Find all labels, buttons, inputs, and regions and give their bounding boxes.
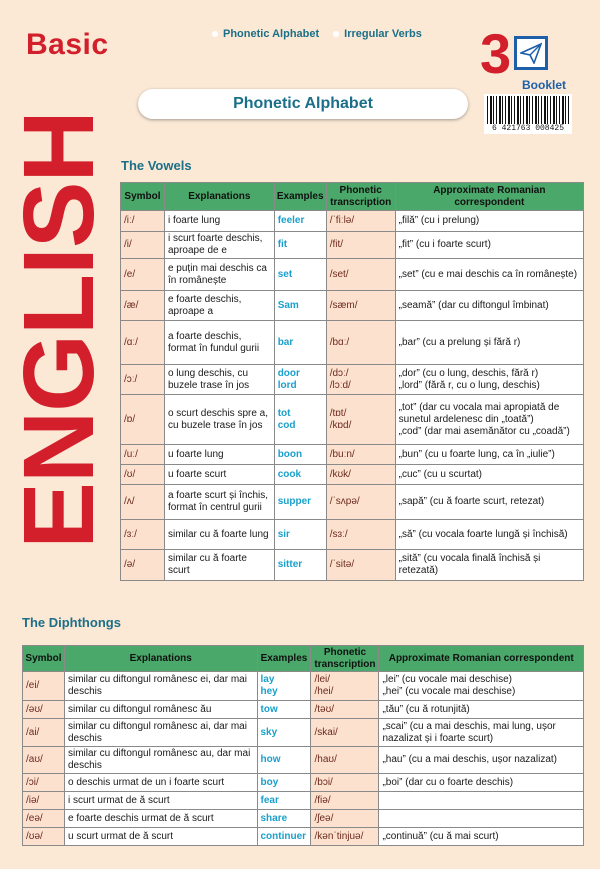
page-title: Phonetic Alphabet [138, 89, 468, 119]
cell-example: how [257, 747, 311, 774]
basic-title: Basic [26, 28, 109, 61]
english-vertical-title: ENGLISH [3, 110, 115, 549]
cell-example: fit [274, 232, 326, 259]
cell-symbol: /ʌ/ [121, 485, 165, 520]
cell-explanation: i scurt foarte deschis, aproape de e [164, 232, 274, 259]
column-header: Phonetic transcription [311, 646, 379, 672]
cell-explanation: a foarte scurt și închis, format în centrul gurii [164, 485, 274, 520]
cell-transcription: /ʃeə/ [311, 810, 379, 828]
cell-transcription: /bɔi/ [311, 774, 379, 792]
table-row [23, 828, 584, 846]
table-row [23, 672, 584, 701]
cell-romanian: „set” (cu e mai deschis ca în românește) [395, 259, 583, 291]
cell-transcription: /sɜː/ [326, 520, 395, 550]
cell-symbol: /ɒ/ [121, 395, 165, 445]
cell-explanation: i scurt urmat de ă scurt [64, 792, 257, 810]
booklet-badge [478, 22, 570, 94]
cell-symbol: /uː/ [121, 445, 165, 465]
cell-romanian: „bun” (cu u foarte lung, ca în „iulie”) [395, 445, 583, 465]
cell-example: sky [257, 719, 311, 747]
cell-romanian: „bar” (cu a prelung și fără r) [395, 321, 583, 365]
table-row [121, 259, 584, 291]
english-vertical-wrap [3, 92, 115, 567]
cell-romanian: „scai” (cu a mai deschis, mai lung, ușor nazalizat și i foarte scurt) [379, 719, 584, 747]
nav-item-irregular[interactable]: Irregular Verbs [333, 28, 422, 40]
column-header: Examples [274, 183, 326, 211]
cell-transcription: /fiə/ [311, 792, 379, 810]
cell-symbol: /eə/ [23, 810, 65, 828]
cell-example: share [257, 810, 311, 828]
cell-transcription: /fit/ [326, 232, 395, 259]
column-header: Approximate Romanian correspondent [395, 183, 583, 211]
table-row [121, 395, 584, 445]
cell-example: sitter [274, 550, 326, 581]
cell-transcription: /set/ [326, 259, 395, 291]
bullet-icon [333, 31, 339, 37]
nav-item-phonetic[interactable]: Phonetic Alphabet [212, 28, 319, 40]
table-row [121, 291, 584, 321]
column-header: Phonetic transcription [326, 183, 395, 211]
vowels-section-title: The Vowels [121, 158, 192, 173]
cell-explanation: u foarte scurt [164, 465, 274, 485]
cell-example: continuer [257, 828, 311, 846]
cell-transcription: /sæm/ [326, 291, 395, 321]
cell-example: boy [257, 774, 311, 792]
cell-explanation: similar cu ă foarte lung [164, 520, 274, 550]
cell-example: Sam [274, 291, 326, 321]
cell-symbol: /iː/ [121, 211, 165, 232]
table-row [121, 321, 584, 365]
cell-explanation: similar cu ă foarte scurt [164, 550, 274, 581]
table-row [23, 810, 584, 828]
barcode-bars [487, 96, 569, 124]
cell-symbol: /i/ [121, 232, 165, 259]
cell-explanation: e foarte deschis, aproape a [164, 291, 274, 321]
cell-romanian: „sapă” (cu ă foarte scurt, retezat) [395, 485, 583, 520]
cell-romanian: „hau” (cu a mai deschis, ușor nazalizat) [379, 747, 584, 774]
cell-explanation: u foarte lung [164, 445, 274, 465]
cell-symbol: /əʊ/ [23, 701, 65, 719]
table-row [121, 365, 584, 395]
cell-symbol: /iə/ [23, 792, 65, 810]
cell-romanian: „cuc” (cu u scurtat) [395, 465, 583, 485]
table-row [121, 211, 584, 232]
cell-symbol: /ɔi/ [23, 774, 65, 792]
cell-symbol: /æ/ [121, 291, 165, 321]
cell-explanation: i foarte lung [164, 211, 274, 232]
vowels-header-row [121, 183, 584, 211]
top-nav [212, 28, 422, 40]
cell-romanian: „fit” (cu i foarte scurt) [395, 232, 583, 259]
column-header: Examples [257, 646, 311, 672]
cell-example: sir [274, 520, 326, 550]
cell-example: tot cod [274, 395, 326, 445]
table-row [121, 550, 584, 581]
bullet-icon [212, 31, 218, 37]
cell-transcription: /buːn/ [326, 445, 395, 465]
cell-symbol: /ɜː/ [121, 520, 165, 550]
table-row [23, 701, 584, 719]
cell-symbol: /ɑː/ [121, 321, 165, 365]
cell-example: bar [274, 321, 326, 365]
cell-example: supper [274, 485, 326, 520]
cell-symbol: /e/ [121, 259, 165, 291]
cell-transcription: /kənˈtinjuə/ [311, 828, 379, 846]
diphthongs-table [22, 645, 584, 846]
vowels-table [120, 182, 584, 581]
cell-explanation: similar cu diftongul românesc ei, dar mai deschis [64, 672, 257, 701]
column-header: Explanations [64, 646, 257, 672]
cell-example: fear [257, 792, 311, 810]
cell-symbol: /ʊə/ [23, 828, 65, 846]
cell-transcription: /skai/ [311, 719, 379, 747]
cell-explanation: u scurt urmat de ă scurt [64, 828, 257, 846]
cell-example: door lord [274, 365, 326, 395]
cell-transcription: /kʊk/ [326, 465, 395, 485]
cell-explanation: similar cu diftongul românesc ai, dar mai deschis [64, 719, 257, 747]
cell-example: boon [274, 445, 326, 465]
table-row [23, 774, 584, 792]
cell-romanian [379, 810, 584, 828]
cell-explanation: similar cu diftongul românesc au, dar mai deschis [64, 747, 257, 774]
column-header: Explanations [164, 183, 274, 211]
cell-romanian: „boi” (dar cu o foarte deschis) [379, 774, 584, 792]
cell-transcription: /lei/ /hei/ [311, 672, 379, 701]
booklet-label: Booklet [522, 78, 567, 92]
cell-romanian: „sită” (cu vocala finală închisă și retezată) [395, 550, 583, 581]
cell-symbol: /ei/ [23, 672, 65, 701]
cell-romanian: „seamă” (dar cu diftongul îmbinat) [395, 291, 583, 321]
cell-example: cook [274, 465, 326, 485]
diphthongs-section-title: The Diphthongs [22, 615, 121, 630]
cell-symbol: /ɔː/ [121, 365, 165, 395]
cell-romanian: „tău” (cu ă rotunjită) [379, 701, 584, 719]
cell-symbol: /ə/ [121, 550, 165, 581]
cell-explanation: o deschis urmat de un i foarte scurt [64, 774, 257, 792]
table-row [121, 465, 584, 485]
cell-example: set [274, 259, 326, 291]
cell-transcription: /haʊ/ [311, 747, 379, 774]
paper-plane-icon [514, 36, 548, 70]
table-row [121, 445, 584, 465]
cell-romanian: „lei” (cu vocale mai deschise) „hei” (cu vocale mai deschise) [379, 672, 584, 701]
table-row [121, 232, 584, 259]
cell-romanian: „filă” (cu i prelung) [395, 211, 583, 232]
cell-example: lay hey [257, 672, 311, 701]
cell-transcription: /dɔː/ /lɔːd/ [326, 365, 395, 395]
table-row [23, 719, 584, 747]
column-header: Approximate Romanian correspondent [379, 646, 584, 672]
cell-explanation: o scurt deschis spre a, cu buzele trase în jos [164, 395, 274, 445]
cell-explanation: similar cu diftongul românesc ău [64, 701, 257, 719]
cell-explanation: a foarte deschis, format în fundul gurii [164, 321, 274, 365]
cell-symbol: /ʊ/ [121, 465, 165, 485]
diphthongs-header-row [23, 646, 584, 672]
booklet-number: 3 [480, 22, 512, 85]
table-row [121, 485, 584, 520]
cell-romanian [379, 792, 584, 810]
cell-transcription: /bɑː/ [326, 321, 395, 365]
cell-transcription: /ˈfiːlə/ [326, 211, 395, 232]
table-row [121, 520, 584, 550]
column-header: Symbol [121, 183, 165, 211]
cell-romanian: „tot” (dar cu vocala mai apropiată de sunetul ardelenesc din „toată”) „cod” (dar mai asemănător cu „coadă”) [395, 395, 583, 445]
table-row [23, 792, 584, 810]
cell-romanian: „dor” (cu o lung, deschis, fără r) „lord” (fără r, cu o lung, deschis) [395, 365, 583, 395]
cell-symbol: /ai/ [23, 719, 65, 747]
cell-transcription: /tɒt/ /kɒd/ [326, 395, 395, 445]
column-header: Symbol [23, 646, 65, 672]
table-row [23, 747, 584, 774]
cell-romanian: „să” (cu vocala foarte lungă și închisă) [395, 520, 583, 550]
cell-example: feeler [274, 211, 326, 232]
cell-transcription: /təʊ/ [311, 701, 379, 719]
cell-explanation: e foarte deschis urmat de ă scurt [64, 810, 257, 828]
cell-romanian: „continuă” (cu ă mai scurt) [379, 828, 584, 846]
cell-symbol: /aʊ/ [23, 747, 65, 774]
cell-explanation: e puțin mai deschis ca în românește [164, 259, 274, 291]
barcode-number: 6 421763 008425 [491, 124, 564, 133]
cell-example: tow [257, 701, 311, 719]
barcode [484, 94, 572, 134]
cell-explanation: o lung deschis, cu buzele trase în jos [164, 365, 274, 395]
cell-transcription: /ˈsʌpə/ [326, 485, 395, 520]
cell-transcription: /ˈsitə/ [326, 550, 395, 581]
